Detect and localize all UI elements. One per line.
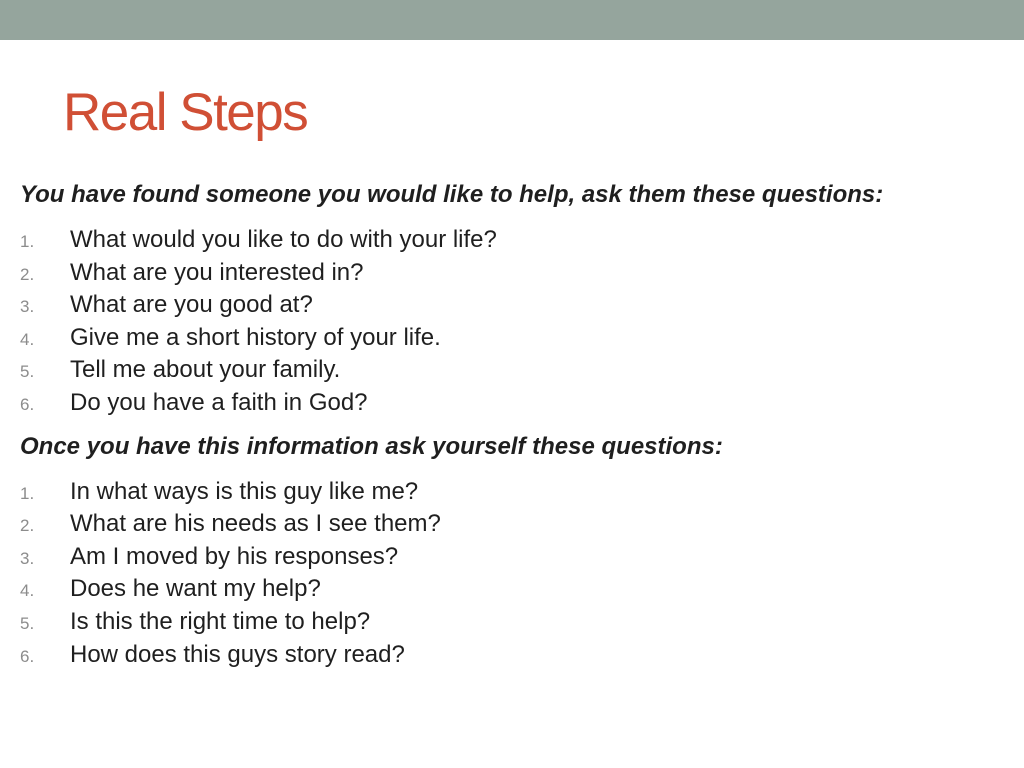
- section-two-list: [20, 476, 1010, 672]
- list-item-text: How does this guys story read?: [70, 640, 405, 668]
- list-item: [20, 224, 1010, 257]
- list-item: [20, 289, 1010, 322]
- list-item-number: 6.: [20, 646, 35, 666]
- list-item: [20, 508, 1010, 541]
- list-item-number: 4.: [20, 329, 35, 349]
- list-item: [20, 541, 1010, 574]
- top-decorative-band: [0, 0, 1024, 40]
- list-item: [20, 573, 1010, 606]
- list-item-text: Do you have a faith in God?: [70, 388, 368, 416]
- list-item-text: What are his needs as I see them?: [70, 510, 441, 538]
- list-item: [20, 387, 1010, 420]
- section-one-list: [20, 224, 1010, 420]
- list-item-number: 4.: [20, 581, 35, 601]
- list-item-number: 5.: [20, 613, 35, 633]
- list-item-number: 5.: [20, 362, 35, 382]
- list-item-text: What are you good at?: [70, 291, 313, 319]
- list-item: [20, 476, 1010, 509]
- list-item: [20, 257, 1010, 290]
- slide-title: Real Steps: [63, 83, 308, 142]
- list-item-text: What would you like to do with your life?: [70, 226, 497, 253]
- list-item-number: 3.: [20, 297, 35, 317]
- list-item: [20, 606, 1010, 639]
- list-item-text: Does he want my help?: [70, 575, 321, 603]
- list-item-text: Give me a short history of your life.: [70, 323, 441, 351]
- list-item-number: 2.: [20, 516, 35, 536]
- list-item-text: Is this the right time to help?: [70, 607, 371, 635]
- list-item-number: 6.: [20, 394, 35, 414]
- list-item: [20, 322, 1010, 355]
- list-item-text: In what ways is this guy like me?: [70, 477, 419, 505]
- list-item-text: Tell me about your family.: [70, 356, 341, 384]
- list-item-number: 2.: [20, 264, 35, 284]
- list-item-number: 3.: [20, 548, 35, 568]
- list-item: [20, 639, 1010, 672]
- section-two-heading: Once you have this information ask yourself these questions:: [20, 432, 723, 460]
- list-item-text: What are you interested in?: [70, 258, 364, 286]
- list-item-text: Am I moved by his responses?: [70, 542, 399, 570]
- slide-content: [20, 178, 1010, 681]
- list-item-number: 1.: [20, 483, 35, 503]
- list-item-number: 1.: [20, 232, 35, 251]
- list-item: [20, 354, 1010, 387]
- section-one-heading: You have found someone you would like to help, ask them these questions:: [20, 181, 884, 208]
